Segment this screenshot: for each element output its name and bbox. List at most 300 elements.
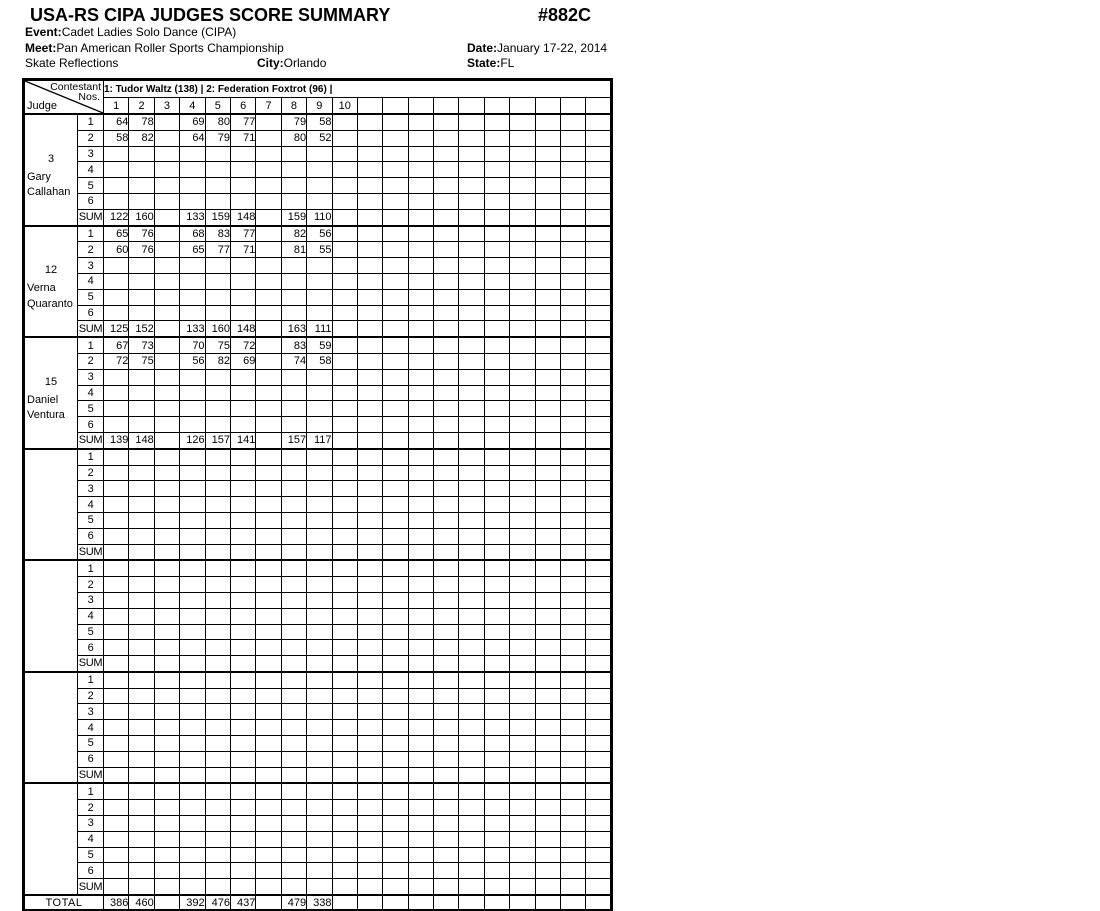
score-cell [535,577,560,593]
score-cell [586,385,611,401]
score-cell [307,289,332,305]
score-cell [281,528,306,544]
score-cell [586,289,611,305]
judge-number [25,608,77,621]
score-cell [256,481,281,497]
score-cell [434,273,459,289]
score-cell [256,162,281,178]
score-cell [104,449,129,465]
score-cell [383,672,408,688]
dance-row-label: 5 [78,178,104,194]
score-cell [408,178,433,194]
sum-cell: 157 [205,432,230,448]
score-cell: 82 [281,226,306,242]
score-cell [281,305,306,321]
sum-cell: 139 [104,432,129,448]
score-cell [383,720,408,736]
score-cell [104,193,129,209]
judge-name: Gary Callahan [27,170,71,199]
score-cell [586,863,611,879]
score-cell [459,258,484,274]
sum-cell [459,767,484,783]
score-cell [586,497,611,513]
score-cell [104,512,129,528]
score-row [24,879,612,895]
score-cell [129,704,154,720]
score-cell [561,353,586,369]
score-cell [535,751,560,767]
contestant-col-header [535,98,560,115]
score-cell [535,497,560,513]
score-cell [357,385,382,401]
score-cell [383,512,408,528]
total-cell [357,895,382,910]
score-cell [586,624,611,640]
score-cell [205,497,230,513]
score-cell [256,465,281,481]
score-cell [408,193,433,209]
score-cell [180,751,205,767]
sum-cell [484,767,509,783]
sum-cell: 160 [129,209,154,225]
score-cell [129,783,154,799]
sum-cell [510,432,535,448]
score-cell [586,736,611,752]
score-cell [281,401,306,417]
score-cell [129,449,154,465]
score-cell [510,816,535,832]
sum-cell [180,656,205,672]
score-cell [357,816,382,832]
sum-cell: 152 [129,321,154,337]
judge-number: 12 [44,264,58,277]
score-cell [104,273,129,289]
sum-cell [256,656,281,672]
score-cell [434,289,459,305]
score-cell [332,337,357,353]
score-cell [357,114,382,130]
score-cell [180,783,205,799]
score-cell [586,369,611,385]
score-row [24,592,612,608]
score-cell [332,704,357,720]
score-cell [180,481,205,497]
score-cell [154,305,179,321]
score-cell [230,193,255,209]
sum-cell [408,656,433,672]
event-label: Event: [25,25,62,39]
score-cell [281,162,306,178]
score-cell [129,465,154,481]
score-cell [332,273,357,289]
score-cell: 69 [180,114,205,130]
score-cell: 80 [281,130,306,146]
sum-cell [104,656,129,672]
score-cell [154,592,179,608]
score-cell [484,114,509,130]
sum-cell [586,432,611,448]
score-cell [535,178,560,194]
score-cell: 60 [104,242,129,258]
score-cell: 79 [205,130,230,146]
score-cell [510,226,535,242]
score-cell [281,497,306,513]
score-cell [332,449,357,465]
score-cell [154,465,179,481]
score-row [24,226,612,242]
score-cell [230,751,255,767]
score-cell [561,417,586,433]
total-cell [484,895,509,910]
score-cell [510,640,535,656]
score-cell: 58 [307,353,332,369]
score-cell [459,560,484,576]
score-cell [180,512,205,528]
score-cell [129,289,154,305]
score-cell [205,512,230,528]
sum-cell [535,656,560,672]
score-cell [129,178,154,194]
score-cell [383,863,408,879]
score-cell [535,305,560,321]
sum-cell [332,767,357,783]
score-row [24,146,612,162]
score-cell [459,305,484,321]
score-cell [205,417,230,433]
score-cell [434,800,459,816]
score-cell [180,672,205,688]
score-cell: 56 [180,353,205,369]
score-cell [561,863,586,879]
score-cell [510,273,535,289]
total-cell [256,895,281,910]
score-cell [561,178,586,194]
score-cell [535,242,560,258]
score-cell [535,193,560,209]
score-cell [307,193,332,209]
score-cell [281,688,306,704]
score-cell [332,624,357,640]
dance-row-label: 3 [78,704,104,720]
score-cell [459,751,484,767]
score-cell [205,401,230,417]
score-cell [332,114,357,130]
score-cell [357,512,382,528]
score-cell [281,751,306,767]
score-cell [256,624,281,640]
score-cell [510,577,535,593]
score-cell [434,226,459,242]
score-cell [154,577,179,593]
dance-row-label: 2 [78,688,104,704]
score-cell [180,624,205,640]
score-cell [408,226,433,242]
score-cell [104,736,129,752]
score-cell [205,800,230,816]
score-cell [332,497,357,513]
score-cell [205,178,230,194]
score-cell: 82 [205,353,230,369]
score-cell [332,193,357,209]
score-cell [104,417,129,433]
score-cell [357,831,382,847]
score-cell [357,242,382,258]
score-cell: 55 [307,242,332,258]
score-cell [510,831,535,847]
score-cell [256,608,281,624]
score-cell [561,783,586,799]
score-cell [230,417,255,433]
sum-cell [230,879,255,895]
score-cell [561,528,586,544]
score-cell [561,800,586,816]
score-cell [281,560,306,576]
score-cell [561,512,586,528]
score-cell [357,720,382,736]
score-cell [535,816,560,832]
score-cell [357,465,382,481]
score-cell [357,193,382,209]
score-cell [256,512,281,528]
sum-cell [383,321,408,337]
score-cell [256,193,281,209]
score-cell [332,688,357,704]
score-cell: 79 [281,114,306,130]
venue-text: Skate Reflections [25,56,119,70]
score-cell [129,688,154,704]
sum-cell [357,209,382,225]
score-cell [535,289,560,305]
score-cell [307,736,332,752]
score-row [24,816,612,832]
judge-cell [24,672,78,784]
score-cell: 70 [180,337,205,353]
score-cell [459,512,484,528]
score-cell [484,800,509,816]
score-cell [129,193,154,209]
dances-header-cell: 1: Tudor Waltz (138) | 2: Federation Foxtrot (96) | [104,80,612,98]
score-cell [459,289,484,305]
score-cell [561,704,586,720]
score-cell [256,385,281,401]
score-cell [434,465,459,481]
score-cell [484,847,509,863]
sum-cell [434,432,459,448]
score-cell [205,816,230,832]
score-cell [510,800,535,816]
score-cell [104,369,129,385]
score-cell [129,800,154,816]
sum-cell [484,544,509,560]
score-cell [307,624,332,640]
score-cell [535,783,560,799]
score-cell [154,337,179,353]
score-cell [129,385,154,401]
score-cell [205,481,230,497]
score-cell: 82 [129,130,154,146]
score-cell [154,114,179,130]
score-row [24,114,612,130]
judge-name: Daniel Ventura [27,393,65,422]
score-cell [129,401,154,417]
score-cell [408,751,433,767]
score-cell [383,114,408,130]
score-cell [332,672,357,688]
score-cell [408,720,433,736]
score-cell [230,640,255,656]
score-cell [332,800,357,816]
score-cell [357,226,382,242]
score-cell [484,465,509,481]
score-cell [332,512,357,528]
sum-cell [459,544,484,560]
score-cell [332,720,357,736]
score-cell [586,337,611,353]
score-cell [510,720,535,736]
score-cell [205,847,230,863]
score-cell [383,624,408,640]
total-cell [434,895,459,910]
sum-cell [586,767,611,783]
sum-cell [434,656,459,672]
sum-cell: 111 [307,321,332,337]
score-cell [281,640,306,656]
score-cell [256,704,281,720]
score-cell [383,465,408,481]
score-cell [434,847,459,863]
score-cell [154,512,179,528]
score-cell [104,624,129,640]
score-row [24,465,612,481]
score-cell [256,305,281,321]
sum-cell [332,544,357,560]
score-cell [205,289,230,305]
score-cell [129,162,154,178]
sum-cell [383,767,408,783]
score-cell [357,289,382,305]
score-row [24,193,612,209]
score-cell [586,481,611,497]
score-cell [129,624,154,640]
score-cell [459,528,484,544]
score-cell [256,528,281,544]
score-cell [459,816,484,832]
score-row [24,704,612,720]
score-cell [256,369,281,385]
score-cell [408,353,433,369]
score-cell [256,401,281,417]
score-cell: 74 [281,353,306,369]
score-cell [281,385,306,401]
score-cell [180,401,205,417]
score-cell [408,258,433,274]
score-cell [484,863,509,879]
score-cell [408,672,433,688]
score-cell [256,847,281,863]
contestant-col-header: 9 [307,98,332,115]
score-cell [307,417,332,433]
score-cell [230,273,255,289]
score-cell [332,385,357,401]
sum-cell [154,209,179,225]
score-cell [484,624,509,640]
sum-cell [256,432,281,448]
score-cell [129,512,154,528]
score-cell [154,353,179,369]
score-cell [383,337,408,353]
score-cell [307,704,332,720]
score-cell [205,608,230,624]
score-cell [586,528,611,544]
score-cell [104,497,129,513]
sum-cell [383,209,408,225]
score-cell [434,417,459,433]
sum-cell [332,656,357,672]
score-cell [434,688,459,704]
sum-cell: 148 [230,209,255,225]
score-cell [383,608,408,624]
score-cell [230,528,255,544]
score-cell [408,465,433,481]
score-cell [154,497,179,513]
score-cell [281,481,306,497]
score-cell [104,672,129,688]
score-cell [434,720,459,736]
sum-cell [586,656,611,672]
score-cell [256,226,281,242]
score-cell [180,688,205,704]
score-cell [256,289,281,305]
score-cell [154,146,179,162]
sum-cell [408,321,433,337]
score-cell [535,863,560,879]
sum-cell [281,879,306,895]
score-row [24,624,612,640]
score-cell [586,704,611,720]
score-cell [408,624,433,640]
sum-cell [129,544,154,560]
score-cell: 77 [205,242,230,258]
score-cell [408,704,433,720]
score-cell [104,831,129,847]
score-cell [561,193,586,209]
score-cell [484,751,509,767]
score-cell [205,162,230,178]
score-row [24,305,612,321]
score-cell [332,783,357,799]
score-cell [230,162,255,178]
score-cell [230,688,255,704]
score-cell: 81 [281,242,306,258]
total-cell [510,895,535,910]
score-row [24,321,612,337]
dance-row-label: 4 [78,831,104,847]
score-cell [586,800,611,816]
score-cell [256,130,281,146]
dance-row-label: 1 [78,560,104,576]
score-cell [230,497,255,513]
score-cell [434,608,459,624]
score-cell: 83 [281,337,306,353]
score-cell [459,242,484,258]
score-cell [434,162,459,178]
document-number: #882C [538,5,592,25]
score-cell [586,273,611,289]
sum-cell: 122 [104,209,129,225]
score-cell [230,385,255,401]
score-cell [561,831,586,847]
score-cell [383,560,408,576]
